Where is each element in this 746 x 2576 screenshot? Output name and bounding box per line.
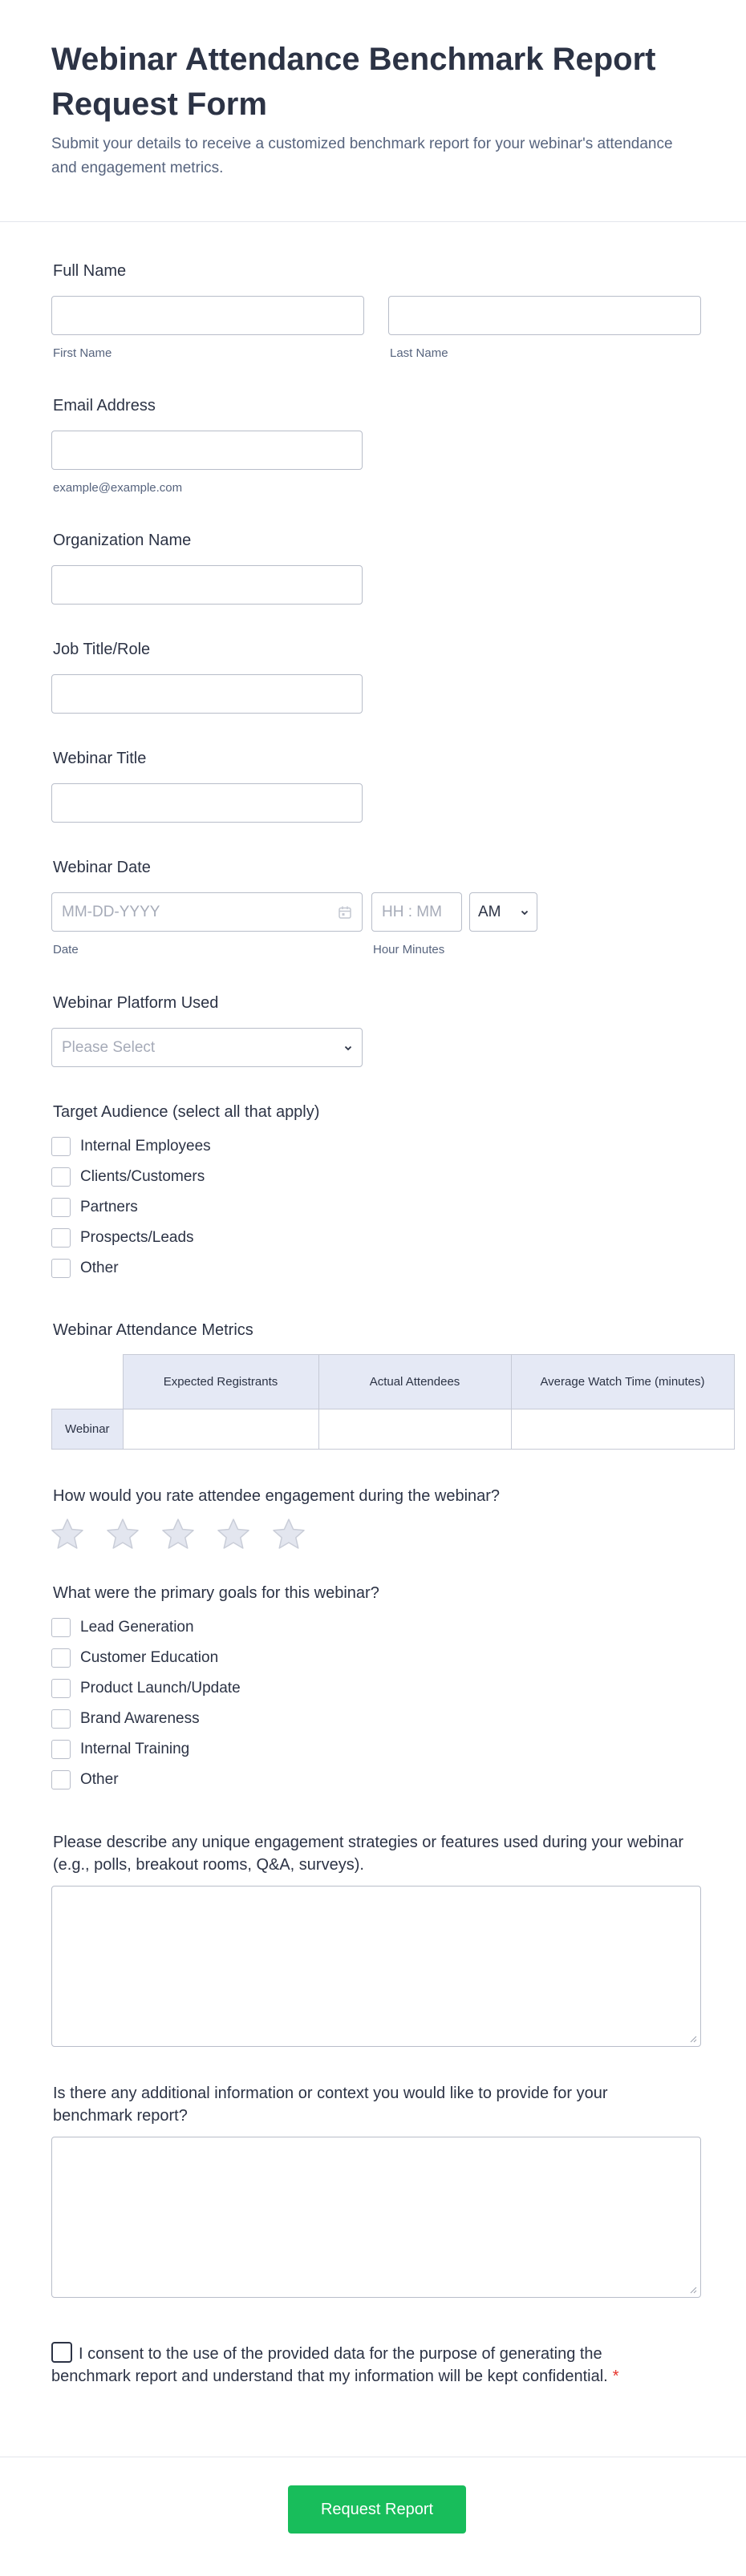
checkbox-label: Other: [80, 1771, 119, 1788]
checkbox[interactable]: [51, 1618, 71, 1637]
form-title: Webinar Attendance Benchmark Report Request Form: [51, 42, 656, 122]
checkbox-option-other[interactable]: [51, 1257, 119, 1280]
job-title-input[interactable]: [51, 674, 363, 714]
checkbox-option-lead-generation[interactable]: [51, 1616, 194, 1639]
metrics-matrix: [51, 1354, 735, 1450]
matrix-corner: [52, 1355, 124, 1409]
webinar-title-input[interactable]: [51, 783, 363, 823]
metrics-label: Webinar Attendance Metrics: [53, 1321, 253, 1339]
goals-label: What were the primary goals for this webinar?: [53, 1584, 379, 1602]
chevron-down-icon: [344, 1044, 352, 1052]
checkbox[interactable]: [51, 1679, 71, 1698]
checkbox-option-clients-customers[interactable]: [51, 1166, 205, 1188]
checkbox-option-prospects-leads[interactable]: [51, 1227, 194, 1249]
ampm-value: AM: [478, 903, 501, 920]
last-name-input[interactable]: [388, 296, 701, 335]
checkbox[interactable]: [51, 1770, 71, 1789]
resize-grip-icon[interactable]: [689, 2035, 697, 2043]
webinar-date-label: Webinar Date: [53, 859, 151, 876]
consent-text: I consent to the use of the provided data for the purpose of generating the benchmark report and understand that my information will be kept confidential.: [51, 2345, 608, 2385]
star-icon[interactable]: [50, 1517, 85, 1552]
star-rating: [50, 1517, 306, 1552]
checkbox-label: Brand Awareness: [80, 1710, 200, 1727]
webinar-title-label: Webinar Title: [53, 750, 147, 767]
consent-field: [51, 2342, 645, 2388]
email-label: Email Address: [53, 397, 156, 415]
checkbox-label: Customer Education: [80, 1649, 219, 1666]
additional-info-label: Is there any additional information or context you would like to provide for your benchmark report?: [53, 2085, 608, 2125]
request-report-button[interactable]: Request Report: [288, 2485, 466, 2534]
rating-label: How would you rate attendee engagement during the webinar?: [53, 1487, 501, 1505]
platform-placeholder: Please Select: [62, 1038, 156, 1056]
last-name-sublabel: Last Name: [390, 346, 448, 360]
time-placeholder: HH : MM: [382, 903, 442, 920]
checkbox-label: Internal Employees: [80, 1138, 211, 1155]
star-icon[interactable]: [160, 1517, 196, 1552]
checkbox-label: Other: [80, 1260, 119, 1276]
checkbox[interactable]: [51, 1137, 71, 1156]
time-sublabel: Hour Minutes: [373, 943, 445, 956]
checkbox-label: Internal Training: [80, 1741, 190, 1757]
star-icon[interactable]: [216, 1517, 251, 1552]
strategies-label: Please describe any unique engagement strategies or features used during your webinar (e.g., polls, breakout rooms, Q&A, surveys).: [53, 1834, 684, 1874]
checkbox[interactable]: [51, 1740, 71, 1759]
checkbox-option-internal-training[interactable]: [51, 1738, 189, 1761]
first-name-sublabel: First Name: [53, 346, 112, 360]
date-placeholder: MM-DD-YYYY: [62, 903, 160, 920]
checkbox[interactable]: [51, 1167, 71, 1187]
matrix-column-header: Expected Registrants: [123, 1355, 318, 1409]
header-divider: [0, 221, 746, 222]
ampm-select[interactable]: [469, 892, 537, 932]
checkbox-option-brand-awareness[interactable]: [51, 1708, 200, 1730]
resize-grip-icon[interactable]: [689, 2286, 697, 2294]
checkbox[interactable]: [51, 1198, 71, 1217]
email-sublabel: example@example.com: [53, 481, 183, 495]
checkbox-label: Clients/Customers: [80, 1168, 205, 1185]
checkbox-label: Prospects/Leads: [80, 1229, 194, 1246]
consent-checkbox[interactable]: [51, 2342, 72, 2363]
strategies-textarea[interactable]: [51, 1886, 701, 2047]
checkbox-option-internal-employees[interactable]: [51, 1135, 211, 1158]
matrix-column-header: Average Watch Time (minutes): [511, 1355, 734, 1409]
platform-select[interactable]: [51, 1028, 363, 1067]
matrix-cell-average-watch-time[interactable]: [511, 1409, 734, 1450]
job-title-label: Job Title/Role: [53, 641, 151, 658]
matrix-column-header: Actual Attendees: [318, 1355, 511, 1409]
checkbox-option-customer-education[interactable]: [51, 1647, 218, 1669]
checkbox-label: Partners: [80, 1199, 138, 1215]
matrix-cell-expected-registrants[interactable]: [123, 1409, 318, 1450]
checkbox[interactable]: [51, 1709, 71, 1729]
full-name-label: Full Name: [53, 262, 127, 280]
checkbox[interactable]: [51, 1648, 71, 1668]
additional-info-textarea[interactable]: [51, 2137, 701, 2298]
checkbox-label: Lead Generation: [80, 1619, 194, 1636]
checkbox-option-product-launch[interactable]: [51, 1677, 241, 1700]
checkbox-option-other-goal[interactable]: [51, 1769, 119, 1791]
organization-label: Organization Name: [53, 532, 192, 549]
date-input[interactable]: [51, 892, 363, 932]
matrix-row-header: Webinar: [52, 1409, 124, 1450]
platform-label: Webinar Platform Used: [53, 994, 219, 1012]
checkbox[interactable]: [51, 1259, 71, 1278]
star-icon[interactable]: [271, 1517, 306, 1552]
chevron-down-icon: [521, 908, 529, 916]
first-name-input[interactable]: [51, 296, 364, 335]
star-icon[interactable]: [105, 1517, 140, 1552]
checkbox[interactable]: [51, 1228, 71, 1248]
date-sublabel: Date: [53, 943, 79, 956]
target-audience-label: Target Audience (select all that apply): [53, 1103, 320, 1121]
form-subtitle: Submit your details to receive a customized benchmark report for your webinar's attendance and engagement metrics.: [51, 135, 673, 176]
checkbox-option-partners[interactable]: [51, 1196, 138, 1219]
matrix-cell-actual-attendees[interactable]: [318, 1409, 511, 1450]
email-input[interactable]: [51, 431, 363, 470]
calendar-icon[interactable]: [338, 905, 352, 920]
time-input[interactable]: [371, 892, 462, 932]
organization-input[interactable]: [51, 565, 363, 605]
required-mark: *: [612, 2368, 619, 2385]
checkbox-label: Product Launch/Update: [80, 1680, 241, 1696]
